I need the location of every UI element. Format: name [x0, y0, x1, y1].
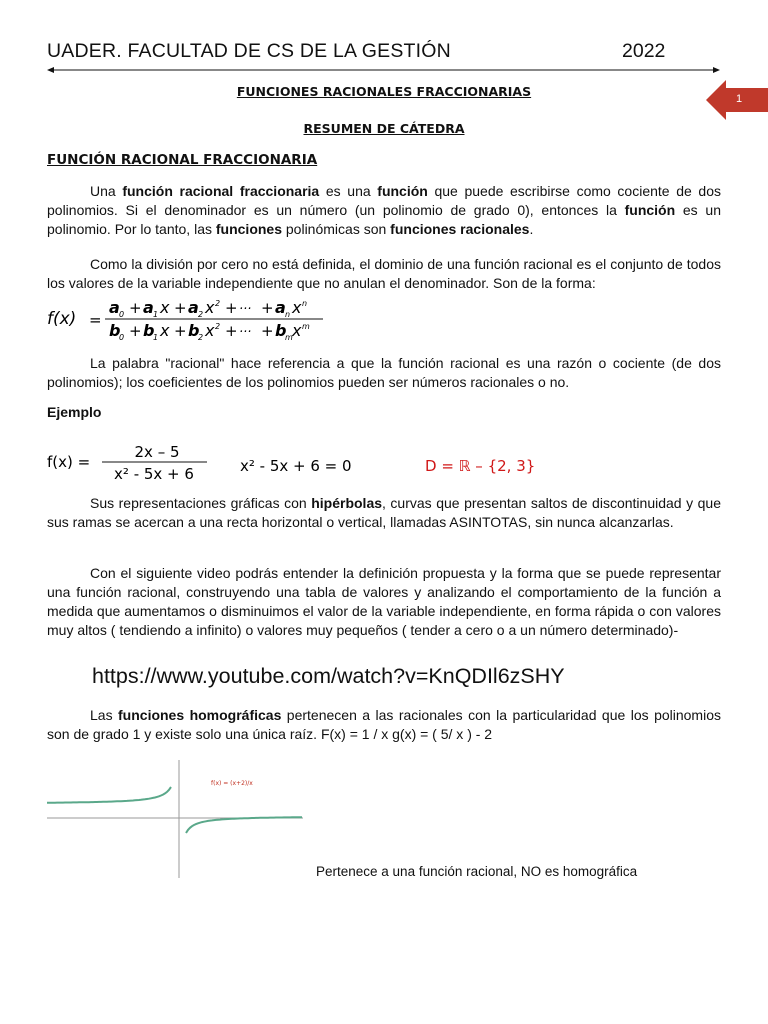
formula-plus: + [129, 299, 142, 317]
formula-term-base: b [143, 321, 155, 340]
formula-term-superscript: 2 [215, 299, 221, 308]
document-title [0, 84, 768, 99]
formula-plus: + [225, 322, 238, 340]
formula-term-subscript: 2 [198, 333, 204, 342]
formula-term-subscript: 0 [119, 333, 125, 342]
document-header-year: 2022 [622, 40, 666, 62]
graph-function-label: f(x) = (x+2)/x [211, 780, 253, 787]
formula-term-base: a [143, 298, 154, 317]
formula-term-subscript: 2 [198, 310, 204, 319]
formula-term-variable: x [160, 321, 170, 340]
hyperbola-paragraph [47, 494, 721, 532]
p1-run: funciones [215, 221, 282, 237]
formula-term-superscript: m [302, 322, 310, 331]
formula-term-variable: x [205, 321, 215, 340]
formula-term-base: a [188, 298, 199, 317]
formula-term-base: b [275, 321, 287, 340]
formula-plus: + [129, 322, 142, 340]
formula-term-base: a [275, 298, 286, 317]
document-title-text: FUNCIONES RACIONALES FRACCIONARIAS [236, 84, 532, 99]
formula-term-variable: x [292, 321, 302, 340]
general-formula-lhs: f(x) [47, 309, 77, 329]
p1-run: función [624, 202, 676, 218]
hyperbola-paragraph-text [47, 494, 721, 532]
graph-caption: Pertenece a una función racional, NO es homográfica [316, 864, 638, 879]
formula-plus: + [261, 322, 274, 340]
formula-plus: + [261, 299, 274, 317]
domain-paragraph-text: Como la división por cero no está definida, el dominio de una función racional es el conjunto de todos los valores de la variable independiente que no anulan el denominador. Son de la forma: [47, 256, 721, 291]
formula-term-subscript: 1 [153, 310, 159, 319]
p4-run: , curvas que presentan saltos de discontinuidad y que sus ramas se acercan a una recta horizontal o vertical, llamadas ASINTOTAS, sin nunca alcanzarlas. [47, 495, 721, 530]
video-link[interactable]: https://www.youtube.com/watch?v=KnQDIl6zSHY [92, 664, 565, 688]
formula-term-base: b [188, 321, 200, 340]
hyperbola-graph [45, 752, 305, 884]
example-formula [47, 440, 547, 484]
homographic-paragraph-text [47, 706, 721, 744]
rational-word-paragraph-text: La palabra "racional" hace referencia a que la función racional es una razón o cociente (de dos polinomios); los coeficientes de los polinomios pueden ser números racionales o no. [47, 355, 721, 390]
formula-term-base: a [109, 298, 120, 317]
example-equation: x² - 5x + 6 = 0 [240, 457, 352, 475]
p6-run: Las [90, 707, 119, 723]
formula-term-subscript: n [285, 310, 291, 319]
p1-run: es una [319, 183, 378, 199]
general-formula-numerator [109, 298, 307, 319]
definition-paragraph-text [47, 182, 721, 239]
formula-term-variable: x [292, 298, 302, 317]
p4-run: Sus representaciones gráficas con [90, 495, 312, 511]
formula-term-variable: x [160, 298, 170, 317]
formula-term-superscript: 2 [215, 322, 221, 331]
formula-plus: + [225, 299, 238, 317]
formula-term-base: ··· [239, 302, 252, 317]
p1-run: funciones racionales [390, 221, 530, 237]
p1-run: polinómicas son [282, 221, 391, 237]
p1-run: es un polinomio. Por lo tanto, las [47, 202, 721, 237]
formula-term-subscript: 1 [153, 333, 159, 342]
p1-run: . [529, 221, 534, 237]
example-heading: Ejemplo [47, 404, 102, 420]
document-subtitle: RESUMEN DE CÁTEDRA [303, 121, 465, 136]
example-formula-numerator: 2x – 5 [134, 443, 180, 461]
section-heading: FUNCIÓN RACIONAL FRACCIONARIA [47, 152, 318, 168]
p6-run: pertenecen a las racionales con la particularidad que los polinomios son de grado 1 y existe solo una única raíz. F(x) = 1 / x g(x) = ( 5/ x ) - 2 [47, 707, 721, 742]
video-paragraph-text: Con el siguiente video podrás entender la definición propuesta y la forma que se puede representar una función racional, construyendo una tabla de valores y analizando el comportamiento de la función a medida que aumentamos o disminuimos el valor de la variable independiente, en forma rápida o con valores muy altos ( tendiendo a infinito) o valores muy pequeños ( tender a cero o a un número determinado)- [47, 565, 721, 638]
p4-run: hipérbolas [311, 495, 383, 511]
p1-run: función [377, 183, 428, 199]
document-header-title: UADER. FACULTAD DE CS DE LA GESTIÓN [47, 40, 451, 62]
p6-run: funciones homográficas [118, 707, 282, 723]
formula-term-base: ··· [239, 325, 252, 340]
definition-paragraph [47, 182, 721, 239]
domain-paragraph [47, 255, 721, 293]
rational-word-paragraph [47, 354, 721, 392]
formula-plus: + [174, 299, 187, 317]
video-paragraph [47, 564, 721, 640]
example-formula-denominator: x² - 5x + 6 [114, 465, 194, 483]
general-formula-equals: = [89, 311, 102, 329]
formula-term-subscript: m [285, 333, 293, 342]
homographic-paragraph [47, 706, 721, 744]
p1-run: que puede escribirse como cociente de dos polinomios. Si el denominador es un número (un polinomio de grado 0), entonces la [47, 183, 721, 218]
graph-curve-right-branch [186, 817, 302, 833]
formula-term-superscript: n [302, 299, 308, 308]
p1-run: función racional fraccionaria [122, 183, 320, 199]
header-double-arrow-rule [47, 66, 720, 74]
p1-run: Una [90, 183, 123, 199]
example-domain: D = ℝ – {2, 3} [425, 457, 536, 475]
formula-term-base: b [109, 321, 121, 340]
general-formula [47, 296, 337, 342]
formula-plus: + [174, 322, 187, 340]
formula-term-subscript: 0 [119, 310, 125, 319]
general-formula-denominator [109, 321, 310, 342]
formula-term-variable: x [205, 298, 215, 317]
graph-curve-left-branch [47, 787, 171, 803]
example-formula-lhs: f(x) = [47, 453, 91, 471]
page-number: 1 [735, 93, 743, 105]
